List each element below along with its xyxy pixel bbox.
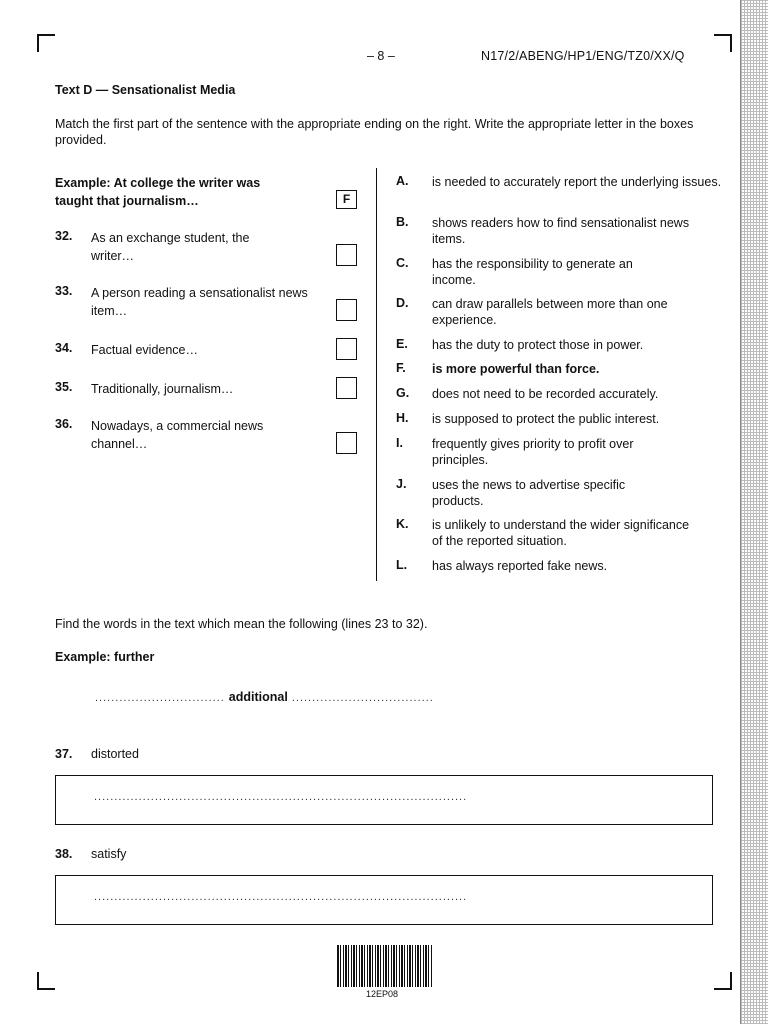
question-number: 33. [55,284,73,298]
vocab-example-label: Example: further [55,650,155,664]
column-divider [376,168,377,581]
option-letter: A. [396,174,409,188]
answer-field-38[interactable] [55,875,713,925]
question-text: As an exchange student, the writer… [91,231,250,263]
section-instruction: Match the first part of the sentence with the appropriate ending on the right. Write the appropriate letter in the boxes provided. [55,117,694,147]
option-letter: H. [396,411,409,425]
option-text: frequently gives priority to profit over principles. [432,437,634,467]
question-text: A person reading a sensationalist news item… [91,286,308,318]
example-prompt [55,174,260,210]
option-letter: F. [396,361,406,375]
dot-leader: ................................... [291,692,434,704]
vocab-example-answer-line [95,690,680,704]
section-title: Text D — Sensationalist Media [55,83,236,97]
option-letter: I. [396,436,403,450]
vocab-word: distorted [91,747,139,761]
question-number: 37. [55,747,73,761]
vocab-word: satisfy [91,847,127,861]
question-number: 35. [55,380,73,394]
option-text: can draw parallels between more than one experience. [432,297,668,327]
barcode-text: 12EP08 [366,989,399,999]
page-edge-pattern [740,0,768,1024]
question-text: Factual evidence… [91,343,199,357]
option-text: is unlikely to understand the wider significance of the reported situation. [432,518,690,548]
option-letter: C. [396,256,409,270]
option-letter: K. [396,517,409,531]
option-letter: J. [396,477,407,491]
answer-box-36[interactable] [336,432,357,454]
option-letter: E. [396,337,408,351]
question-text: Nowadays, a commercial news channel… [91,419,264,451]
option-text: is needed to accurately report the underlying issues. [432,175,722,189]
question-number: 36. [55,417,73,431]
crop-mark-top-left [37,34,55,52]
paper-code: N17/2/ABENG/HP1/ENG/TZ0/XX/Q [481,49,685,63]
answer-box-34[interactable] [336,338,357,360]
question-number: 32. [55,229,73,243]
vocab-example-answer: additional [228,690,288,704]
option-letter: L. [396,558,408,572]
dot-leader: ................................ [95,692,225,704]
option-letter: D. [396,296,409,310]
question-number: 34. [55,341,73,355]
page-number: – 8 – [367,49,395,63]
vocab-instruction: Find the words in the text which mean the following (lines 23 to 32). [55,617,428,631]
option-text: is more powerful than force. [432,362,600,376]
dot-leader: ............................................................................................ [94,891,468,903]
option-text: does not need to be recorded accurately. [432,387,659,401]
option-letter: B. [396,215,409,229]
option-text: has the responsibility to generate an income. [432,257,633,287]
example-line-1: Example: At college the writer was [55,176,261,190]
crop-mark-top-right [714,34,732,52]
option-letter: G. [396,386,410,400]
answer-field-37[interactable] [55,775,713,825]
answer-box-35[interactable] [336,377,357,399]
question-number: 38. [55,847,73,861]
barcode [337,945,432,987]
crop-mark-bottom-left [37,972,55,990]
option-text: has the duty to protect those in power. [432,338,644,352]
option-text: shows readers how to find sensationalist news items. [432,216,690,246]
dot-leader: ............................................................................................ [94,791,468,803]
example-line-2: taught that journalism… [55,194,199,208]
option-text: uses the news to advertise specific products. [432,478,626,508]
question-text: Traditionally, journalism… [91,382,234,396]
crop-mark-bottom-right [714,972,732,990]
example-answer-box: F [336,190,357,209]
option-text: is supposed to protect the public interest. [432,412,660,426]
answer-box-32[interactable] [336,244,357,266]
answer-box-33[interactable] [336,299,357,321]
option-text: has always reported fake news. [432,559,608,573]
